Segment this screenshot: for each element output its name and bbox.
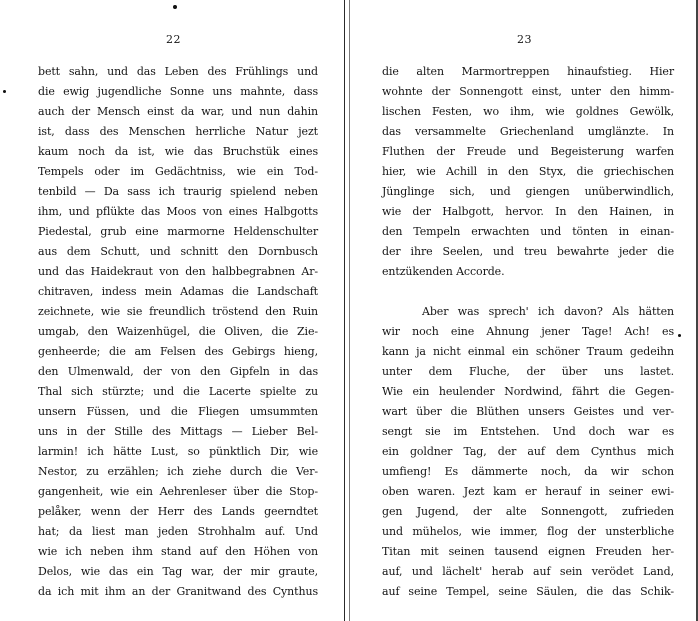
right-line-15: kann ja nicht einmal ein schöner Traum gedeihn: [382, 345, 674, 358]
left-line-3: auch der Mensch einst da war, und nun dahin: [38, 105, 318, 118]
ink-spot: [173, 5, 177, 9]
right-line-1: die alten Marmortreppen hinaufstieg. Hier: [382, 65, 674, 78]
left-line-18: unsern Füssen, und die Fliegen umsummten: [38, 405, 318, 418]
right-page: [350, 0, 698, 621]
left-line-17: Thal sich stürzte; und die Lacerte spielte zu: [38, 385, 318, 398]
left-line-19: uns in der Stille des Mittags — Lieber Bel-: [38, 425, 318, 438]
ink-spot: [3, 90, 6, 93]
left-line-5: kaum noch da ist, wie das Bruchstük eines: [38, 145, 318, 158]
right-line-3: lischen Festen, wo ihm, wie goldnes Gewölk,: [382, 105, 674, 118]
right-line-22: oben waren. Jezt kam er herauf in seiner ewi-: [382, 485, 674, 498]
right-line-10: der ihre Seelen, und treu bewahrte jeder die: [382, 245, 674, 258]
left-line-4: ist, dass des Menschen herrliche Natur jezt: [38, 125, 318, 138]
right-line-26: auf, und lächelt' herab auf sein verödet Land,: [382, 565, 674, 578]
right-line-13: Aber was sprech' ich davon? Als hätten: [422, 305, 674, 318]
right-line-20: ein goldner Tag, der auf dem Cynthus mich: [382, 445, 674, 458]
ink-spot: [678, 334, 681, 337]
right-line-27: auf seine Tempel, seine Säulen, die das Schik-: [382, 585, 674, 598]
left-line-20: larmin! ich hätte Lust, so pünktlich Dir, wie: [38, 445, 318, 458]
left-line-12: chitraven, indess mein Adamas die Landschaft: [38, 285, 318, 298]
right-line-16: unter dem Fluche, der über uns lastet.: [382, 365, 674, 378]
left-page: [0, 0, 344, 621]
left-line-7: tenbild — Da sass ich traurig spielend neben: [38, 185, 318, 198]
right-line-25: Titan mit seinen tausend eignen Freuden her-: [382, 545, 674, 558]
left-line-13: zeichnete, wie sie freundlich tröstend den Ruin: [38, 305, 318, 318]
right-line-18: wart über die Blüthen unsers Geistes und ver-: [382, 405, 674, 418]
right-line-6: hier, wie Achill in den Styx, die griechischen: [382, 165, 674, 178]
right-line-24: und mühelos, wie immer, flog der unsterbliche: [382, 525, 674, 538]
left-line-10: aus dem Schutt, und schnitt den Dornbusch: [38, 245, 318, 258]
left-line-21: Nestor, zu erzählen; ich ziehe durch die Ver-: [38, 465, 318, 478]
left-page-number: 22: [166, 33, 181, 46]
left-line-9: Piedestal, grub eine marmorne Heldenschulter: [38, 225, 318, 238]
right-line-2: wohnte der Sonnengott einst, unter den himm-: [382, 85, 674, 98]
right-page-number: 23: [517, 33, 532, 46]
left-line-27: da ich mit ihm an der Granitwand des Cynthus: [38, 585, 318, 598]
left-line-25: wie ich neben ihm stand auf den Höhen von: [38, 545, 318, 558]
right-line-11: entzükenden Accorde.: [382, 265, 505, 278]
right-line-8: wie der Halbgott, hervor. In den Hainen, in: [382, 205, 674, 218]
right-line-21: umfieng! Es dämmerte noch, da wir schon: [382, 465, 674, 478]
left-line-2: die ewig jugendliche Sonne uns mahnte, dass: [38, 85, 318, 98]
left-line-11: und das Haidekraut von den halbbegrabnen Ar-: [38, 265, 318, 278]
left-line-15: genheerde; die am Felsen des Gebirgs hieng,: [38, 345, 318, 358]
right-line-9: den Tempeln erwachten und tönten in einan-: [382, 225, 674, 238]
left-line-22: gangenheit, wie ein Aehrenleser über die Stop-: [38, 485, 318, 498]
right-line-19: sengt sie im Entstehen. Und doch war es: [382, 425, 674, 438]
left-line-8: ihm, und pflükte das Moos von eines Halbgotts: [38, 205, 318, 218]
left-line-24: hat; da liest man jeden Strohhalm auf. Und: [38, 525, 318, 538]
right-line-4: das versammelte Griechenland umglänzte. In: [382, 125, 674, 138]
left-line-1: bett sahn, und das Leben des Frühlings und: [38, 65, 318, 78]
right-line-17: Wie ein heulender Nordwind, fährt die Gegen-: [382, 385, 674, 398]
left-line-16: den Ulmenwald, der von den Gipfeln in das: [38, 365, 318, 378]
right-line-5: Fluthen der Freude und Begeisterung warfen: [382, 145, 674, 158]
left-line-26: Delos, wie das ein Tag war, der mir graute,: [38, 565, 318, 578]
left-line-23: pelåker, wenn der Herr des Lands geerndtet: [38, 505, 318, 518]
right-line-7: Jünglinge sich, und giengen unüberwindlich,: [382, 185, 674, 198]
right-line-14: wir noch eine Ahnung jener Tage! Ach! es: [382, 325, 674, 338]
left-line-6: Tempels oder im Gedächtniss, wie ein Tod-: [38, 165, 318, 178]
right-line-23: gen Jugend, der alte Sonnengott, zufrieden: [382, 505, 674, 518]
left-line-14: umgab, den Waizenhügel, die Oliven, die Zie-: [38, 325, 318, 338]
